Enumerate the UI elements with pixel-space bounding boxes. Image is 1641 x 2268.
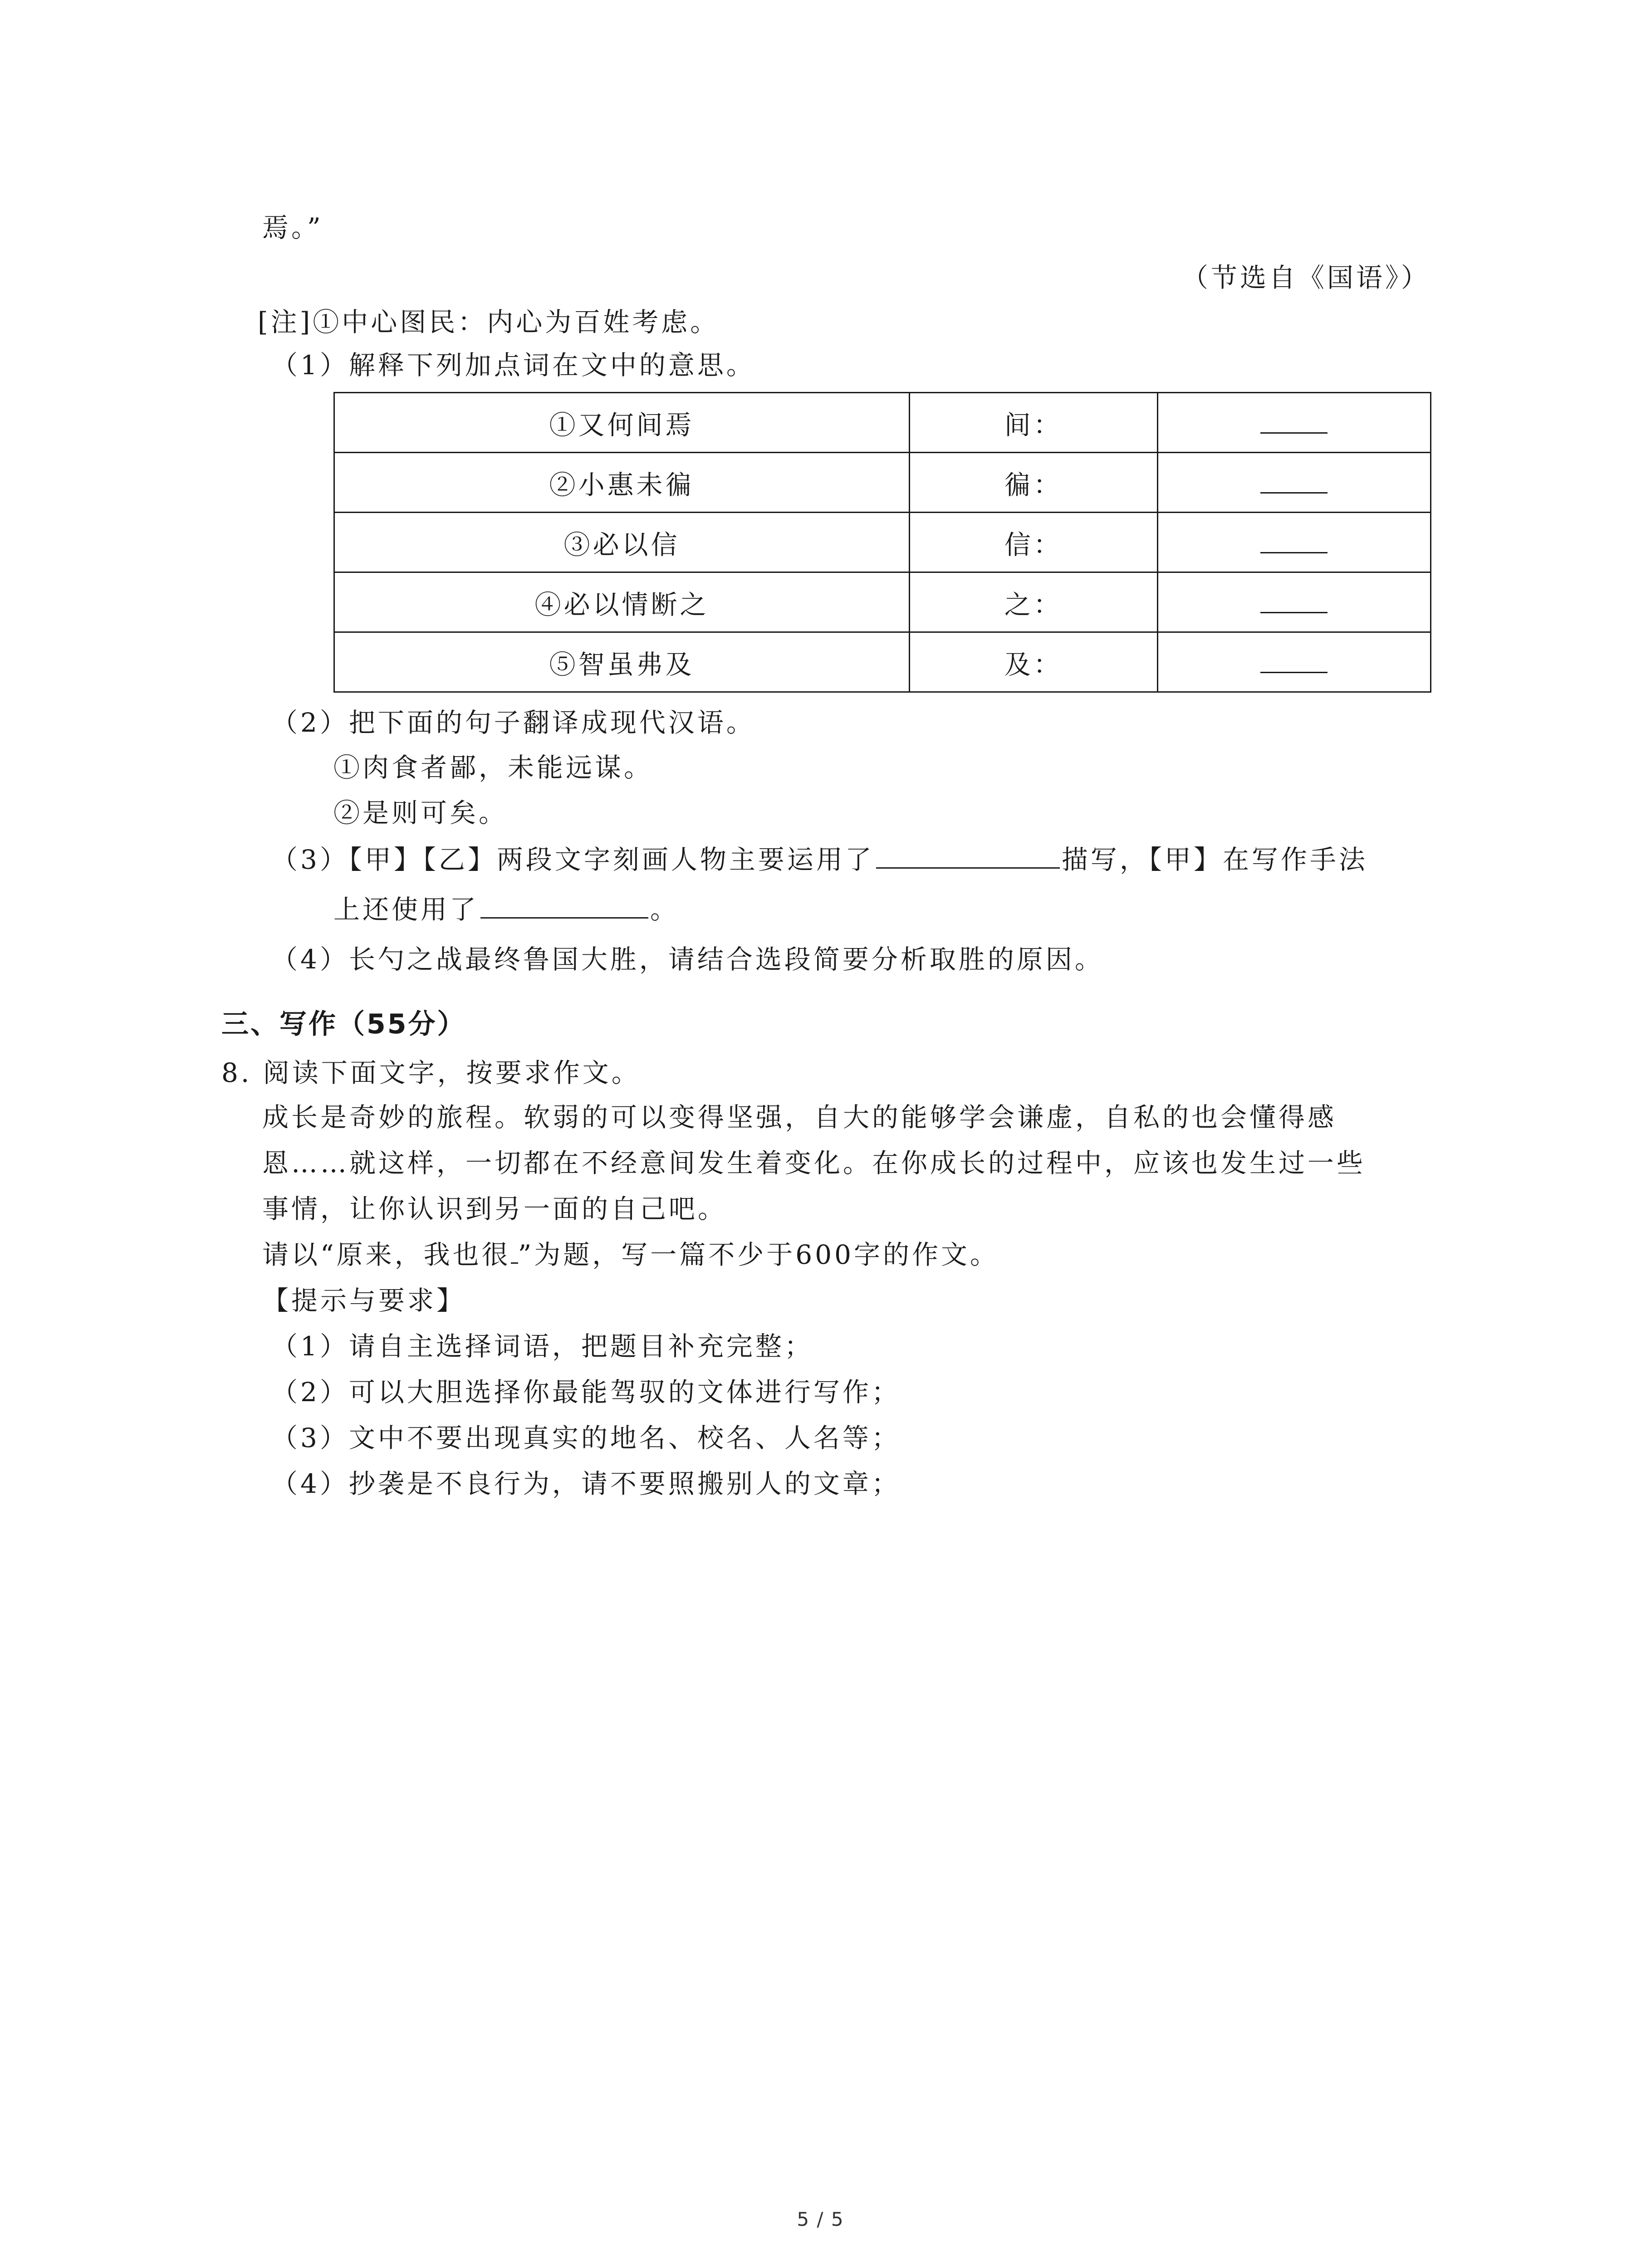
answer-cell[interactable] [1157, 393, 1430, 453]
annotation-note: [注]①中心图民：内心为百姓考虑。 [258, 307, 720, 337]
q3-text-4: 。 [650, 894, 680, 925]
passage-end: 焉。” [262, 212, 323, 243]
answer-blank[interactable] [1260, 525, 1327, 553]
q8-hint-title: 【提示与要求】 [262, 1285, 466, 1316]
q3-blank-1[interactable] [876, 842, 1060, 869]
q8-hint-4: （4）抄袭是不良行为，请不要照搬别人的文章； [271, 1468, 901, 1499]
answer-cell[interactable] [1157, 453, 1430, 513]
source-citation: （节选自《国语》） [1181, 262, 1430, 293]
table-row [334, 572, 1431, 632]
q3-blank-2[interactable] [480, 892, 648, 919]
q3-text-2: 描写，【甲】在写作手法 [1061, 844, 1368, 875]
q4-prompt: （4）长勺之战最终鲁国大胜，请结合选段简要分析取胜的原因。 [271, 944, 1104, 975]
phrase-cell: ④必以情断之 [334, 572, 910, 632]
answer-blank[interactable] [1260, 645, 1327, 673]
q8-topic-part-b: ”为题，写一篇不少于600字的作文。 [518, 1239, 999, 1270]
vocab-table [333, 392, 1431, 693]
q8-hint-1: （1）请自主选择词语，把题目补充完整； [271, 1331, 813, 1362]
word-cell: 之： [910, 572, 1158, 632]
answer-blank[interactable] [1260, 405, 1327, 434]
q3-text-3: 上还使用了 [333, 894, 479, 925]
q3-text-1: （3）【甲】【乙】两段文字刻画人物主要运用了 [271, 844, 874, 875]
answer-cell[interactable] [1157, 632, 1430, 692]
page-number: 5 / 5 [797, 2208, 844, 2230]
word-cell: 间： [910, 393, 1158, 453]
word-cell: 徧： [910, 453, 1158, 513]
phrase-cell: ①又何间焉 [334, 393, 910, 453]
table-row [334, 513, 1431, 572]
q2-prompt: （2）把下面的句子翻译成现代汉语。 [271, 707, 755, 738]
q2-item-1: ①肉食者鄙，未能远谋。 [333, 752, 653, 783]
answer-cell[interactable] [1157, 572, 1430, 632]
q8-para-line-2: 恩……就这样，一切都在不经意间发生着变化。在你成长的过程中，应该也发生过一些 [262, 1148, 1366, 1178]
table-row [334, 453, 1431, 513]
word-cell: 及： [910, 632, 1158, 692]
q8-topic-part-a: 请以“原来，我也很 [262, 1239, 511, 1270]
topic-blank[interactable] [511, 1240, 518, 1264]
phrase-cell: ③必以信 [334, 513, 910, 572]
q8-para-line-1: 成长是奇妙的旅程。软弱的可以变得坚强，自大的能够学会谦虚，自私的也会懂得感 [262, 1102, 1337, 1133]
q8-para-line-3: 事情，让你认识到另一面的自己吧。 [262, 1193, 727, 1224]
phrase-cell: ⑤智虽弗及 [334, 632, 910, 692]
section-writing-heading: 三、写作（55分） [221, 1008, 466, 1040]
answer-blank[interactable] [1260, 585, 1327, 613]
answer-cell[interactable] [1157, 513, 1430, 572]
q3-line-1 [271, 841, 1368, 878]
q8-hint-3: （3）文中不要出现真实的地名、校名、人名等； [271, 1422, 901, 1453]
q1-prompt: （1）解释下列加点词在文中的意思。 [271, 350, 755, 381]
q2-item-2: ②是则可矣。 [333, 797, 508, 828]
q3-line-2 [333, 891, 679, 928]
phrase-cell: ②小惠未徧 [334, 453, 910, 513]
table-row [334, 632, 1431, 692]
q8-topic [262, 1237, 999, 1273]
table-row [334, 393, 1431, 453]
q8-title: 8. 阅读下面文字，按要求作文。 [221, 1057, 641, 1088]
word-cell: 信： [910, 513, 1158, 572]
answer-blank[interactable] [1260, 465, 1327, 494]
q8-hint-2: （2）可以大胆选择你最能驾驭的文体进行写作； [271, 1377, 901, 1408]
